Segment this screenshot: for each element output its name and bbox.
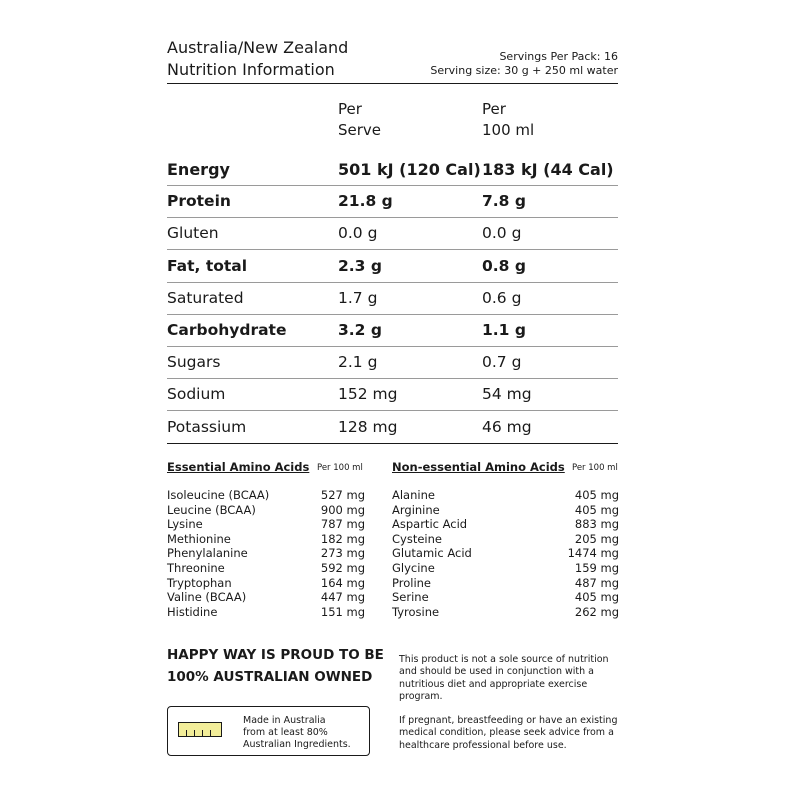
- nutrient-per-100ml: 183 kJ (44 Cal): [482, 160, 614, 179]
- nutrient-per-100ml: 0.6 g: [482, 288, 522, 307]
- disclaimer: [399, 654, 624, 764]
- amino-acid-item: [392, 546, 619, 561]
- column-header-per-100ml: [482, 99, 534, 141]
- amino-acid-qty: 1474 mg: [567, 546, 619, 561]
- nutrient-name: Fat, total: [167, 256, 248, 275]
- column-header-per-serve-line2: Serve: [338, 121, 382, 139]
- row-divider: [167, 217, 618, 218]
- australian-made-badge: [167, 706, 370, 756]
- panel-title-line2: Nutrition Information: [167, 60, 335, 79]
- nonessential-amino-acids-unit: Per 100 ml: [572, 463, 618, 473]
- amino-acid-name: Lysine: [167, 517, 203, 532]
- nutrient-per-100ml: 0.7 g: [482, 353, 522, 372]
- amino-acid-name: Phenylalanine: [167, 546, 248, 561]
- badge-tick: [186, 730, 187, 736]
- amino-acid-qty: 159 mg: [574, 560, 619, 575]
- nutrient-per-100ml: 46 mg: [482, 417, 532, 436]
- amino-acid-item: [167, 576, 365, 591]
- column-header-per-100ml-line2: 100 ml: [482, 121, 535, 139]
- amino-acid-name: Glycine: [392, 560, 435, 575]
- nutrient-per-serve: 152 mg: [338, 385, 398, 404]
- amino-acid-qty: 262 mg: [574, 604, 619, 619]
- amino-acid-name: Valine (BCAA): [167, 590, 247, 605]
- amino-acid-qty: 182 mg: [320, 531, 365, 546]
- nutrient-per-serve: 1.7 g: [338, 288, 378, 307]
- amino-acid-item: [392, 561, 619, 576]
- nonessential-amino-acids-title: Non-essential Amino Acids: [392, 460, 565, 474]
- amino-acid-name: Cysteine: [392, 531, 442, 546]
- amino-acid-name: Alanine: [392, 488, 435, 502]
- amino-acid-name: Tyrosine: [392, 604, 440, 619]
- nutrient-per-100ml: 0.0 g: [482, 224, 522, 243]
- amino-acid-name: Glutamic Acid: [392, 546, 472, 561]
- badge-text-line1: Made in Australia: [243, 715, 326, 726]
- nutrient-per-serve: 2.3 g: [338, 256, 382, 275]
- nutrient-per-100ml: 1.1 g: [482, 321, 526, 339]
- amino-acid-name: Tryptophan: [167, 575, 232, 590]
- row-divider: [167, 410, 618, 411]
- badge-text-line2: from at least 80%: [243, 727, 328, 738]
- amino-acid-name: Aspartic Acid: [392, 517, 468, 532]
- amino-acid-qty: 447 mg: [320, 590, 365, 605]
- header-divider: [167, 83, 618, 84]
- amino-acid-item: [392, 605, 619, 620]
- badge-text-line3: Australian Ingredients.: [243, 739, 351, 750]
- amino-acid-item: [392, 576, 619, 591]
- nonessential-amino-acids-list: [392, 488, 619, 619]
- australian-owned-line2: 100% AUSTRALIAN OWNED: [167, 669, 373, 685]
- amino-acid-qty: 405 mg: [574, 502, 619, 517]
- amino-acid-qty: 205 mg: [574, 531, 619, 546]
- amino-acid-qty: 487 mg: [574, 575, 619, 590]
- amino-acid-item: [167, 590, 365, 605]
- amino-acid-qty: 883 mg: [574, 517, 619, 532]
- nutrient-name: Energy: [167, 160, 230, 179]
- amino-acid-name: Arginine: [392, 502, 440, 517]
- amino-acid-item: [167, 546, 365, 561]
- nutrient-per-100ml: 7.8 g: [482, 192, 526, 211]
- nutrient-name: Carbohydrate: [167, 321, 287, 339]
- essential-amino-acids-title: Essential Amino Acids: [167, 460, 310, 474]
- amino-acid-item: [392, 488, 619, 503]
- serving-size: Serving size: 30 g + 250 ml water: [430, 64, 618, 77]
- servings-per-pack: Servings Per Pack: 16: [499, 50, 618, 63]
- amino-acid-item: [392, 517, 619, 532]
- row-divider: [167, 443, 618, 444]
- amino-acid-name: Isoleucine (BCAA): [167, 488, 270, 502]
- disclaimer-medical: If pregnant, breastfeeding or have an existing medical condition, please seek advice from a healthcare professional before use.: [399, 715, 618, 751]
- amino-acid-qty: 592 mg: [320, 560, 365, 575]
- nutrient-name: Protein: [167, 192, 231, 211]
- essential-amino-acids-unit: Per 100 ml: [317, 463, 363, 473]
- nutrient-per-serve: 3.2 g: [338, 321, 382, 339]
- australian-owned-statement: [167, 644, 384, 688]
- column-header-per-serve-line1: Per: [338, 100, 362, 118]
- amino-acid-qty: 900 mg: [320, 502, 365, 517]
- nutrient-name: Sugars: [167, 353, 221, 372]
- nutrient-name: Potassium: [167, 417, 247, 436]
- badge-text: [243, 715, 351, 751]
- row-divider: [167, 346, 618, 347]
- australian-owned-line1: HAPPY WAY IS PROUD TO BE: [167, 647, 384, 663]
- amino-acid-item: [392, 503, 619, 518]
- amino-acid-name: Serine: [392, 590, 429, 605]
- amino-acid-name: Histidine: [167, 604, 218, 619]
- amino-acid-item: [167, 517, 365, 532]
- disclaimer-nutrition: This product is not a sole source of nutrition and should be used in conjunction with a nutritious diet and appropriate exercise program.: [399, 654, 609, 702]
- nutrient-per-serve: 2.1 g: [338, 353, 378, 372]
- row-divider: [167, 185, 618, 186]
- australian-made-bar-icon: [178, 722, 222, 737]
- nutrient-per-100ml: 54 mg: [482, 385, 532, 404]
- amino-acid-name: Methionine: [167, 531, 231, 546]
- panel-title-line1: Australia/New Zealand: [167, 38, 349, 57]
- amino-acid-item: [167, 503, 365, 518]
- amino-acid-qty: 527 mg: [320, 488, 365, 502]
- badge-tick: [194, 730, 195, 736]
- nutrient-name: Gluten: [167, 224, 219, 243]
- amino-acid-item: [167, 605, 365, 620]
- amino-acid-qty: 405 mg: [574, 590, 619, 605]
- amino-acid-qty: 164 mg: [320, 575, 365, 590]
- amino-acid-qty: 787 mg: [320, 517, 365, 532]
- amino-acid-qty: 405 mg: [574, 488, 619, 502]
- amino-acid-name: Threonine: [167, 560, 225, 575]
- nutrient-per-serve: 128 mg: [338, 417, 398, 436]
- nutrient-name: Sodium: [167, 385, 226, 404]
- row-divider: [167, 314, 618, 315]
- amino-acid-qty: 151 mg: [320, 604, 365, 619]
- amino-acid-qty: 273 mg: [320, 546, 365, 561]
- row-divider: [167, 249, 618, 250]
- column-header-per-100ml-line1: Per: [482, 100, 506, 118]
- amino-acid-item: [167, 532, 365, 547]
- column-header-per-serve: [338, 99, 381, 141]
- badge-tick: [210, 730, 211, 736]
- amino-acid-item: [167, 488, 365, 503]
- amino-acid-name: Proline: [392, 575, 431, 590]
- amino-acid-item: [392, 590, 619, 605]
- amino-acid-item: [167, 561, 365, 576]
- nutrient-per-100ml: 0.8 g: [482, 256, 526, 275]
- nutrient-per-serve: 21.8 g: [338, 192, 393, 211]
- nutrient-per-serve: 0.0 g: [338, 224, 378, 243]
- amino-acid-name: Leucine (BCAA): [167, 502, 256, 517]
- row-divider: [167, 378, 618, 379]
- badge-tick: [202, 730, 203, 736]
- row-divider: [167, 282, 618, 283]
- amino-acid-item: [392, 532, 619, 547]
- nutrient-name: Saturated: [167, 288, 244, 307]
- essential-amino-acids-list: [167, 488, 365, 619]
- nutrient-per-serve: 501 kJ (120 Cal): [338, 160, 481, 179]
